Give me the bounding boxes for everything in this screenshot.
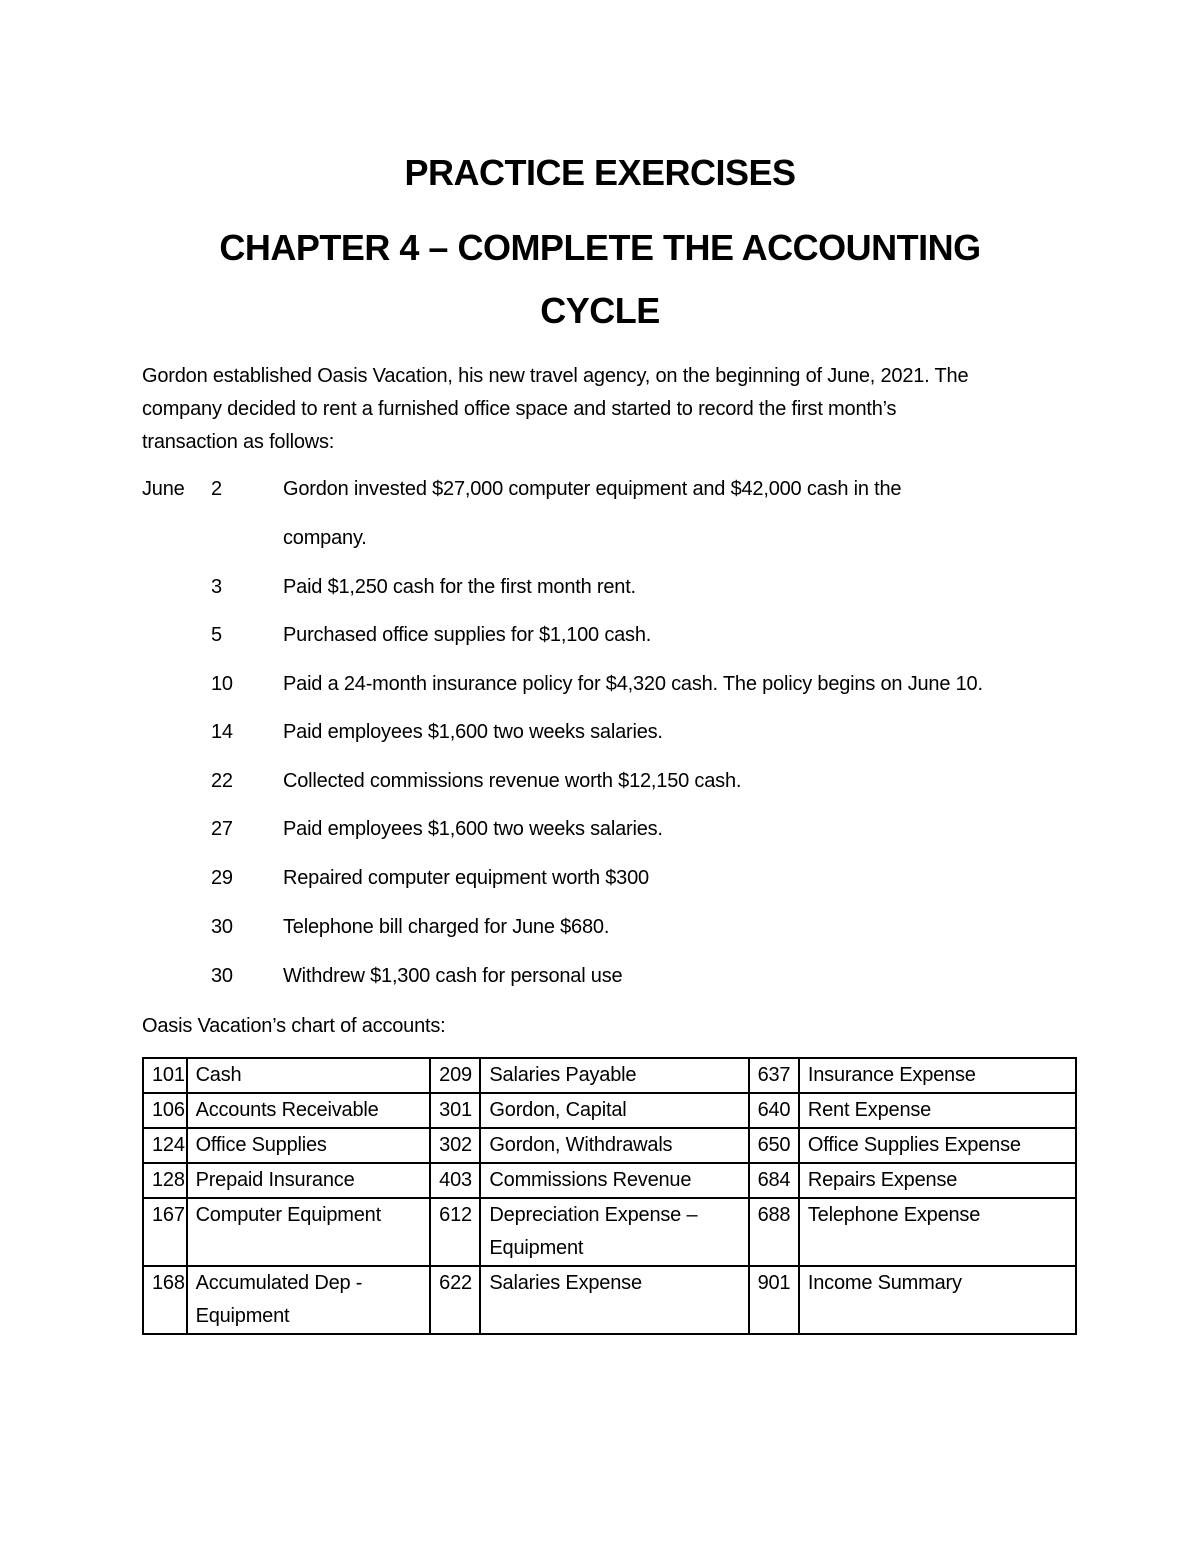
account-name: Salaries Payable — [480, 1058, 748, 1093]
transaction-day: 10 — [211, 673, 233, 695]
account-name: Office Supplies — [187, 1128, 431, 1163]
account-number: 128 — [143, 1163, 187, 1198]
transaction-day: 5 — [211, 624, 222, 646]
account-name: Insurance Expense — [799, 1058, 1076, 1093]
transaction-description: Withdrew $1,300 cash for personal use — [283, 965, 623, 987]
intro-line-3: transaction as follows: — [142, 431, 335, 453]
account-number: 168 — [143, 1266, 187, 1334]
account-number: 622 — [430, 1266, 480, 1334]
account-name: Accounts Receivable — [187, 1093, 431, 1128]
account-number: 209 — [430, 1058, 480, 1093]
table-row — [143, 1058, 1076, 1093]
transaction-day: 27 — [211, 818, 233, 840]
transaction-day: 14 — [211, 721, 233, 743]
account-name: Prepaid Insurance — [187, 1163, 431, 1198]
transaction-day: 29 — [211, 867, 233, 889]
account-number: 101 — [143, 1058, 187, 1093]
account-number: 640 — [749, 1093, 799, 1128]
table-row — [143, 1266, 1076, 1334]
transaction-month: June — [142, 478, 185, 500]
transaction-description: Purchased office supplies for $1,100 cash. — [283, 624, 652, 646]
account-number: 301 — [430, 1093, 480, 1128]
account-name: Gordon, Withdrawals — [480, 1128, 748, 1163]
account-name: Rent Expense — [799, 1093, 1076, 1128]
account-name: Gordon, Capital — [480, 1093, 748, 1128]
transaction-description: Repaired computer equipment worth $300 — [283, 867, 649, 889]
page-title: PRACTICE EXERCISES — [404, 152, 796, 193]
account-name: Depreciation Expense – Equipment — [480, 1198, 748, 1266]
account-name: Salaries Expense — [480, 1266, 748, 1334]
transaction-description: Paid a 24-month insurance policy for $4,320 cash. The policy begins on June 10. — [283, 673, 983, 695]
account-number: 688 — [749, 1198, 799, 1266]
table-row — [143, 1163, 1076, 1198]
account-number: 684 — [749, 1163, 799, 1198]
transaction-description: Paid $1,250 cash for the first month rent. — [283, 576, 636, 598]
account-number: 612 — [430, 1198, 480, 1266]
chart-of-accounts-table — [142, 1057, 1077, 1335]
account-number: 106 — [143, 1093, 187, 1128]
account-number: 650 — [749, 1128, 799, 1163]
transaction-day: 3 — [211, 576, 222, 598]
account-number: 901 — [749, 1266, 799, 1334]
account-name: Accumulated Dep - Equipment — [187, 1266, 431, 1334]
account-number: 302 — [430, 1128, 480, 1163]
table-row — [143, 1128, 1076, 1163]
transaction-description: Gordon invested $27,000 computer equipment and $42,000 cash in the — [283, 478, 902, 500]
account-name: Commissions Revenue — [480, 1163, 748, 1198]
intro-line-1: Gordon established Oasis Vacation, his new travel agency, on the beginning of June, 2021. The — [142, 365, 969, 387]
account-name: Office Supplies Expense — [799, 1128, 1076, 1163]
transaction-description: company. — [283, 527, 367, 549]
intro-line-2: company decided to rent a furnished office space and started to record the first month’s — [142, 398, 897, 420]
transaction-description: Collected commissions revenue worth $12,150 cash. — [283, 770, 742, 792]
transaction-description: Paid employees $1,600 two weeks salaries. — [283, 721, 663, 743]
transaction-day: 2 — [211, 478, 222, 500]
account-name: Computer Equipment — [187, 1198, 431, 1266]
account-number: 167 — [143, 1198, 187, 1266]
account-name: Cash — [187, 1058, 431, 1093]
account-number: 124 — [143, 1128, 187, 1163]
transaction-day: 22 — [211, 770, 233, 792]
table-row — [143, 1093, 1076, 1128]
table-row — [143, 1198, 1076, 1266]
transaction-description: Paid employees $1,600 two weeks salaries. — [283, 818, 663, 840]
chart-of-accounts-label: Oasis Vacation’s chart of accounts: — [142, 1015, 446, 1037]
chapter-title: CHAPTER 4 – COMPLETE THE ACCOUNTING — [219, 227, 981, 268]
account-number: 403 — [430, 1163, 480, 1198]
account-name: Telephone Expense — [799, 1198, 1076, 1266]
account-name: Income Summary — [799, 1266, 1076, 1334]
account-number: 637 — [749, 1058, 799, 1093]
transaction-description: Telephone bill charged for June $680. — [283, 916, 610, 938]
transaction-day: 30 — [211, 916, 233, 938]
intro-paragraph — [142, 360, 1072, 459]
chapter-title-continued: CYCLE — [540, 290, 660, 331]
account-name: Repairs Expense — [799, 1163, 1076, 1198]
transaction-day: 30 — [211, 965, 233, 987]
